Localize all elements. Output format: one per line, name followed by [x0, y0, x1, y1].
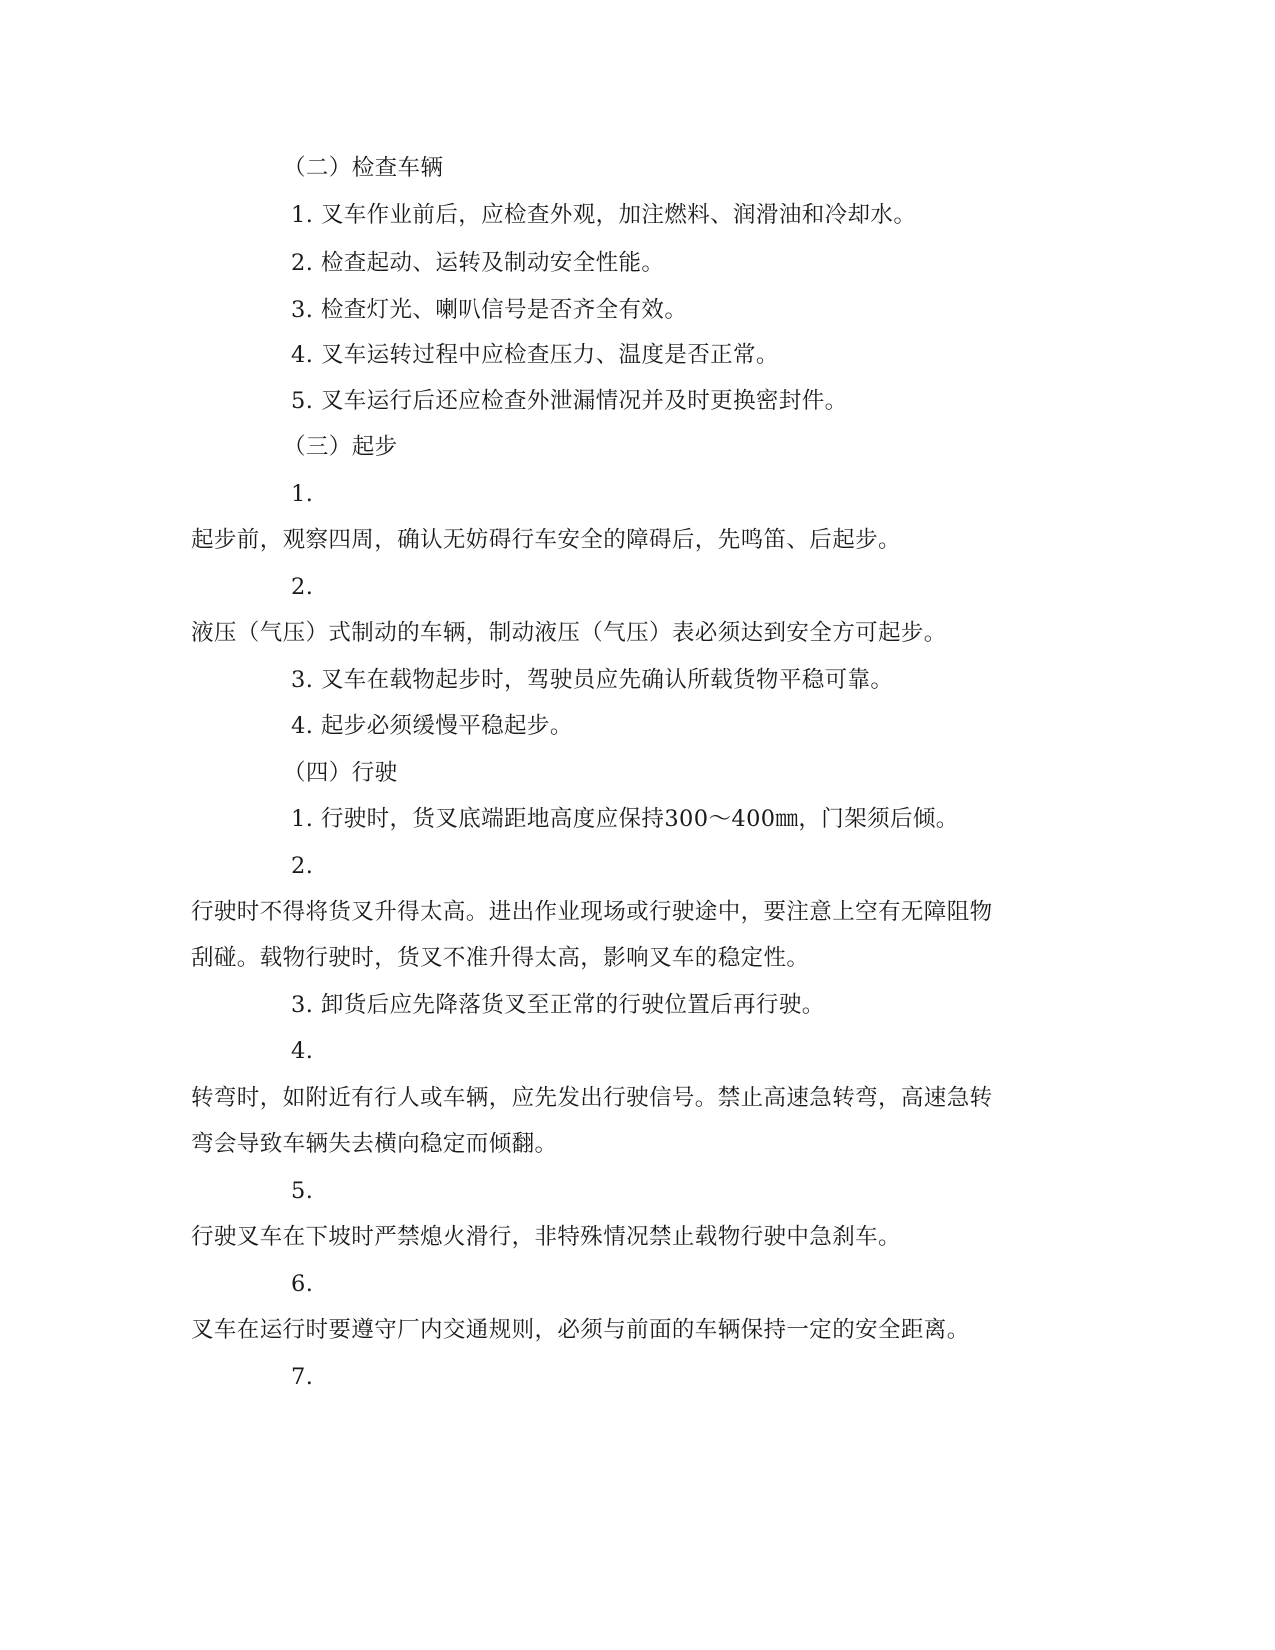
list-item-number: 2. — [291, 853, 314, 879]
list-item-number: 2. — [291, 574, 314, 600]
list-item-text: 叉车在运行时要遵守厂内交通规则，必须与前面的车辆保持一定的安全距离。 — [191, 1317, 970, 1343]
section-heading-start: （三）起步 — [283, 434, 398, 460]
list-item-number: 5. — [291, 1178, 314, 1204]
section-heading-driving: （四）行驶 — [283, 760, 398, 786]
list-item-text: 行驶时不得将货叉升得太高。进出作业现场或行驶途中，要注意上空有无障阻物 — [191, 899, 993, 925]
list-item: 1. 叉车作业前后，应检查外观，加注燃料、润滑油和冷却水。 — [291, 202, 917, 228]
list-item-text: 弯会导致车辆失去横向稳定而倾翻。 — [191, 1131, 558, 1157]
list-item: 5. 叉车运行后还应检查外泄漏情况并及时更换密封件。 — [291, 388, 848, 414]
list-item-number: 6. — [291, 1271, 314, 1297]
list-item-number: 1. — [291, 481, 314, 507]
section-heading-inspect-vehicle: （二）检查车辆 — [283, 155, 444, 181]
list-item: 4. 起步必须缓慢平稳起步。 — [291, 713, 573, 739]
list-item-number: 7. — [291, 1364, 314, 1390]
list-item-text: 转弯时，如附近有行人或车辆，应先发出行驶信号。禁止高速急转弯，高速急转 — [191, 1085, 993, 1111]
list-item: 3. 检查灯光、喇叭信号是否齐全有效。 — [291, 297, 688, 323]
list-item: 2. 检查起动、运转及制动安全性能。 — [291, 250, 665, 276]
list-item: 3. 卸货后应先降落货叉至正常的行驶位置后再行驶。 — [291, 992, 825, 1018]
list-item-number: 4. — [291, 1038, 314, 1064]
list-item: 1. 行驶时，货叉底端距地高度应保持300～400㎜，门架须后倾。 — [291, 806, 959, 832]
list-item-text: 行驶叉车在下坡时严禁熄火滑行，非特殊情况禁止载物行驶中急刹车。 — [191, 1224, 901, 1250]
list-item-text: 刮碰。载物行驶时，货叉不准升得太高，影响叉车的稳定性。 — [191, 945, 810, 971]
list-item-text: 起步前，观察四周，确认无妨碍行车安全的障碍后，先鸣笛、后起步。 — [191, 527, 901, 553]
list-item-text: 液压（气压）式制动的车辆，制动液压（气压）表必须达到安全方可起步。 — [191, 620, 947, 646]
list-item: 3. 叉车在载物起步时，驾驶员应先确认所载货物平稳可靠。 — [291, 667, 894, 693]
list-item: 4. 叉车运转过程中应检查压力、温度是否正常。 — [291, 342, 779, 368]
